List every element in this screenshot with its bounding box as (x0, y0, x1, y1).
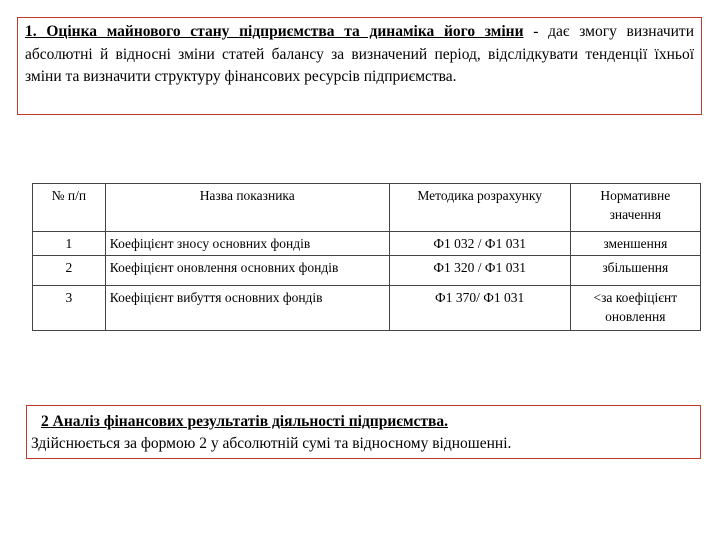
header-name: Назва показника (105, 184, 389, 232)
row-number: 3 (33, 286, 106, 331)
header-norm: Нормативне значення (570, 184, 700, 232)
row-name: Коефіцієнт оновлення основних фондів (105, 256, 389, 286)
table-row (33, 286, 701, 331)
row-norm: зменшення (570, 232, 700, 256)
row-method: Ф1 320 / Ф1 031 (389, 256, 570, 286)
row-name: Коефіцієнт вибуття основних фондів (105, 286, 389, 331)
row-name: Коефіцієнт зносу основних фондів (105, 232, 389, 256)
row-method: Ф1 370/ Ф1 031 (389, 286, 570, 331)
row-number: 1 (33, 232, 106, 256)
indicators-table (32, 183, 701, 331)
section1-text: - дає змогу визначити абсолютні й відносні зміни статей балансу за визначений період, відслідкувати тенденції їхньої зміни та визначити структуру фінансових ресурсів підприємства. (25, 23, 694, 85)
row-norm: <за коефіцієнт оновлення (570, 286, 700, 331)
header-number: № п/п (33, 184, 106, 232)
section1-title: 1. Оцінка майнового стану підприємства та динаміка його зміни (25, 23, 524, 40)
table-row (33, 256, 701, 286)
row-norm: збільшення (570, 256, 700, 286)
section2-title: 2 Аналіз фінансових результатів діяльності підприємства. (41, 413, 449, 430)
row-number: 2 (33, 256, 106, 286)
section1-box (17, 17, 702, 115)
section2-text: Здійснюється за формою 2 у абсолютній сумі та відносному відношенні. (31, 435, 512, 452)
table-header-row (33, 184, 701, 232)
row-method: Ф1 032 / Ф1 031 (389, 232, 570, 256)
section2-box (26, 405, 701, 459)
header-method: Методика розрахунку (389, 184, 570, 232)
table-row (33, 232, 701, 256)
